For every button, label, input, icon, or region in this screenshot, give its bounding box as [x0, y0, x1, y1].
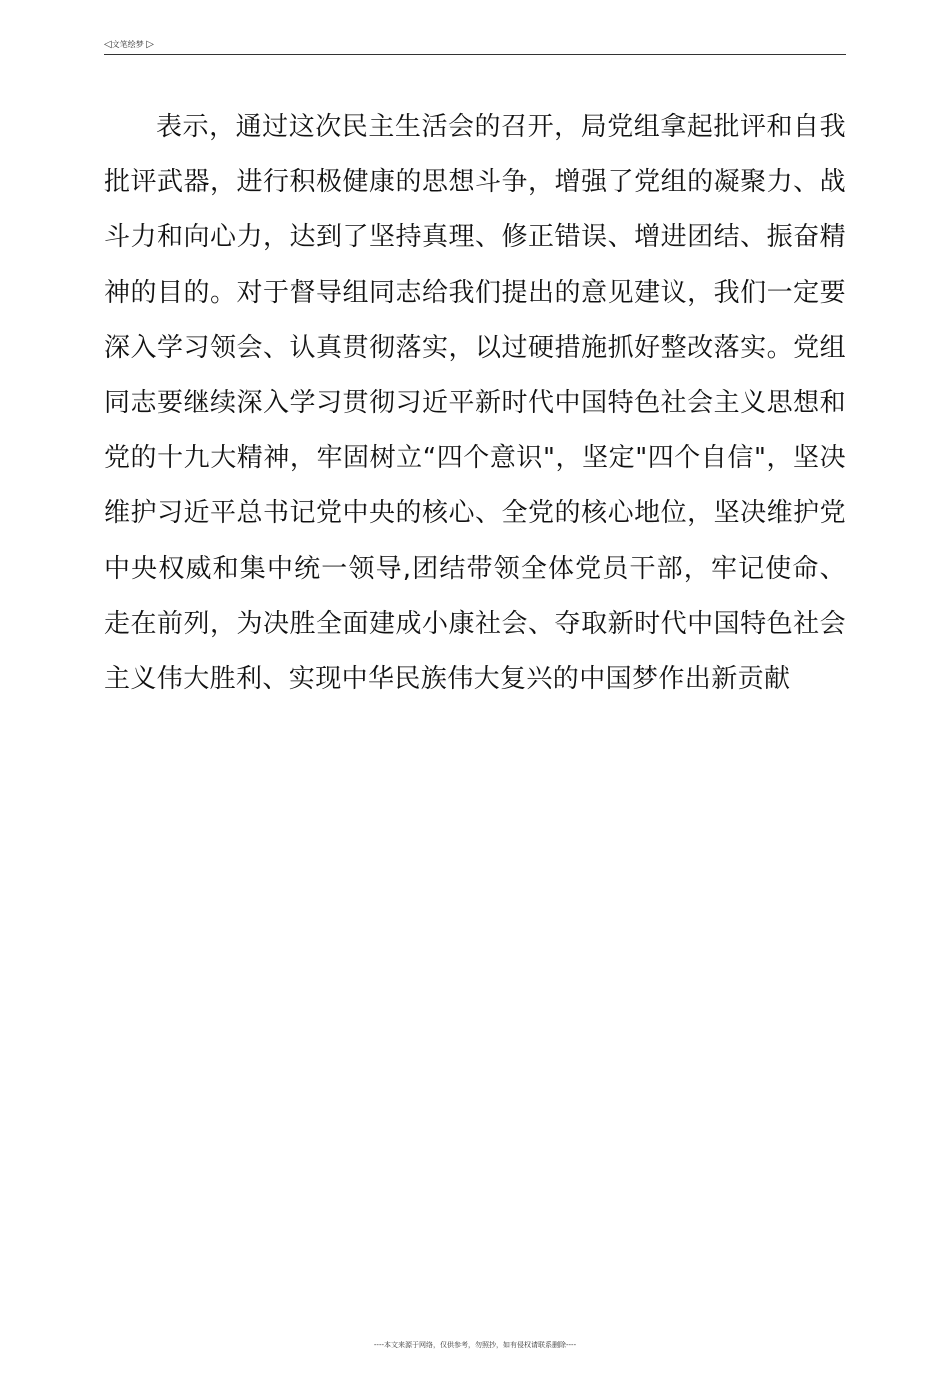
body-paragraph: 表示，通过这次民主生活会的召开，局党组拿起批评和自我批评武器，进行积极健康的思想斗争，增强了党组的凝聚力、战斗力和向心力，达到了坚持真理、修正错误、增进团结、振奋精神的目的。对于督导组同志给我们提出的意见建议，我们一定要深入学习领会、认真贯彻落实，以过硬措施抓好整改落实。党组同志要继续深入学习贯彻习近平新时代中国特色社会主义思想和党的十九大精神，牢固树立“四个意识"，坚定"四个自信"，坚决维护习近平总书记党中央的核心、全党的核心地位，坚决维护党中央权威和集中统一领导,团结带领全体党员干部，牢记使命、走在前列，为决胜全面建成小康社会、夺取新时代中国特色社会主义伟大胜利、实现中华民族伟大复兴的中国梦作出新贡献: [104, 112, 846, 695]
footer-disclaimer: ----本文来源于网络，仅供参考，勿照抄，如有侵权请联系删除----: [373, 1341, 577, 1349]
left-triangle-icon: ◁: [104, 39, 112, 50]
header-title: 文笔绘梦: [111, 40, 144, 49]
page-header: [104, 38, 846, 55]
header-label: [104, 39, 154, 51]
right-triangle-icon: ▷: [146, 39, 154, 50]
